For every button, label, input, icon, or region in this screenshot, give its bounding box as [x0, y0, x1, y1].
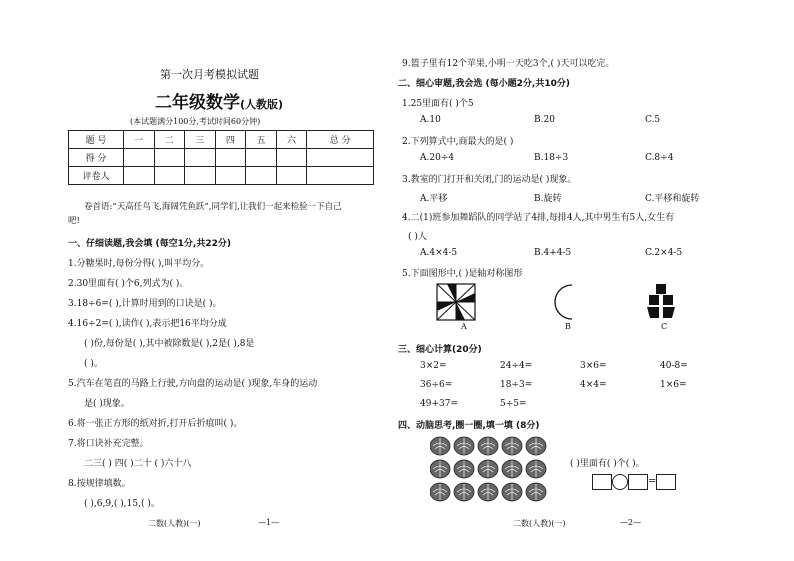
th-6: 六 — [276, 131, 307, 149]
section-2-heading: 二、细心审题,我会选 (每小题2分,共10分) — [398, 79, 570, 89]
th-2: 二 — [154, 131, 185, 149]
q5: 5.汽车在笔直的马路上行驶,方向盘的运动是( )现象,车身的运动 — [68, 379, 318, 389]
mc4-option-b[interactable]: B.4+4-5 — [534, 248, 572, 258]
score-table-header — [69, 131, 374, 149]
leaf-icon — [454, 437, 474, 455]
intro-line-2: 吧! — [68, 216, 80, 226]
mc3-option-c[interactable]: C.平移和旋转 — [645, 194, 700, 204]
exam-subtitle: 第一次月考模拟试题 — [160, 68, 259, 81]
calc-r3-c1: 49+37= — [420, 399, 458, 409]
mc5-question: 5.下面图形中,( )是轴对称图形 — [402, 269, 523, 279]
grader-row — [69, 167, 374, 185]
mc3-option-b[interactable]: B.旋转 — [534, 194, 562, 204]
calc-r2-c3: 4×4= — [580, 380, 607, 390]
mc1-option-b[interactable]: B.20 — [534, 115, 555, 125]
q8-sequence: ( ),6,9,( ),15,( )。 — [84, 499, 160, 509]
mc4-option-c[interactable]: C.2×4-5 — [645, 248, 683, 258]
fill-sentence: ( )里面有( )个( )。 — [570, 459, 645, 469]
footer-left-page: —1— — [258, 518, 280, 527]
answer-box[interactable] — [656, 474, 676, 490]
th-label: 题 号 — [69, 131, 124, 149]
score-table — [68, 130, 374, 185]
leaf-icon — [478, 483, 498, 501]
figure-b-label: B — [565, 322, 571, 331]
mc4-question: 4.二(1)班参加舞蹈队的同学站了4排,每排4人,其中男生有5人,女生有 — [402, 213, 675, 223]
answer-box[interactable] — [592, 474, 612, 490]
leaf-icon — [430, 437, 450, 455]
th-1: 一 — [124, 131, 155, 149]
q4-line-2: ( )份,每份是( ),其中被除数是( ),2是( ),8是 — [84, 339, 255, 349]
block-figure-c[interactable] — [646, 283, 676, 319]
leaf-icon — [502, 483, 522, 501]
leaf-icon — [430, 483, 450, 501]
calc-r2-c2: 18÷3= — [500, 380, 533, 390]
calc-r1-c4: 40-8= — [660, 361, 688, 371]
mc4-option-a[interactable]: A.4×4-5 — [420, 248, 458, 258]
equation-boxes: = — [592, 471, 676, 490]
leaf-icon — [478, 460, 498, 478]
answer-box[interactable] — [628, 474, 648, 490]
th-5: 五 — [246, 131, 277, 149]
calc-r1-c1: 3×2= — [420, 361, 447, 371]
intro-line-1: 卷首语:“天高任鸟飞,海阔凭鱼跃”,同学们,让我们一起来检验一下自己 — [84, 202, 342, 212]
q4-line-3: ( )。 — [84, 359, 103, 369]
q2: 2.30里面有( )个6,列式为( )。 — [68, 279, 189, 289]
q4: 4.16÷2=( ),读作( ),表示把16平均分成 — [68, 319, 227, 329]
q7-blanks: 二三( ) 四( )二十 ( )六十八 — [84, 459, 192, 469]
pinwheel-figure-a[interactable] — [436, 283, 476, 321]
mc2-option-c[interactable]: C.8÷4 — [645, 153, 674, 163]
mc1-question: 1.25里面有( )个5 — [402, 99, 474, 109]
leaf-grid — [430, 436, 550, 504]
q3: 3.18÷6=( ),计算时用到的口诀是( )。 — [68, 299, 222, 309]
q8: 8.按规律填数。 — [68, 479, 131, 489]
row-label-grader: 评卷人 — [69, 167, 124, 185]
section-3-heading: 三、细心计算(20分) — [398, 345, 482, 355]
leaf-icon — [502, 460, 522, 478]
figure-a-label: A — [461, 322, 467, 331]
mc2-option-b[interactable]: B.18÷3 — [534, 153, 569, 163]
mc2-option-a[interactable]: A.20÷4 — [420, 153, 455, 163]
exam-title — [155, 88, 283, 113]
q9: 9.篮子里有12个苹果,小明一天吃3个,( )天可以吃完。 — [402, 59, 615, 69]
leaf-icon — [526, 483, 546, 501]
leaf-icon — [430, 460, 450, 478]
calc-r3-c2: 5÷5= — [500, 399, 527, 409]
calc-r2-c4: 1×6= — [660, 380, 687, 390]
exam-note: (本试题满分100分,考试时间60分钟) — [130, 117, 261, 126]
title-text: 二年级数学 — [155, 93, 240, 113]
th-3: 三 — [185, 131, 216, 149]
section-1-heading: 一、仔细读题,我会填 (每空1分,共22分) — [68, 239, 231, 249]
crescent-moon-figure-b[interactable] — [546, 282, 586, 322]
footer-right-code: 二数(人教)(一) — [513, 519, 566, 528]
row-label-score: 得 分 — [69, 149, 124, 167]
q1: 1.分糖果时,每份分得( ),叫平均分。 — [68, 259, 210, 269]
leaf-icon — [478, 437, 498, 455]
mc3-option-a[interactable]: A.平移 — [420, 194, 448, 204]
leaf-icon — [454, 460, 474, 478]
figure-c-label: C — [661, 322, 668, 331]
calc-r2-c1: 36÷6= — [420, 380, 453, 390]
footer-right-page: —2— — [620, 518, 642, 527]
mc1-option-a[interactable]: A.10 — [420, 115, 441, 125]
score-row — [69, 149, 374, 167]
th-4: 四 — [215, 131, 246, 149]
mc2-question: 2.下列算式中,商最大的是( ) — [402, 137, 514, 147]
mc1-option-c[interactable]: C.5 — [645, 115, 661, 125]
title-suffix: (人教版) — [240, 98, 284, 111]
mc4-question-line-2: ( )人 — [408, 232, 427, 242]
leaf-icon — [526, 460, 546, 478]
q6: 6.将一张正方形的纸对折,打开后折痕叫( )。 — [68, 419, 243, 429]
calc-r1-c3: 3×6= — [580, 361, 607, 371]
leaf-icon — [454, 483, 474, 501]
q7: 7.将口诀补充完整。 — [68, 439, 149, 449]
section-4-heading: 四、动脑思考,圈一圈,填一填 (8分) — [398, 421, 540, 431]
operator-circle[interactable] — [612, 474, 628, 490]
footer-left-code: 二数(人教)(一) — [148, 519, 201, 528]
leaf-icon — [502, 437, 522, 455]
calc-r1-c2: 24÷4= — [500, 361, 533, 371]
q5-line-2: 是( )现象。 — [84, 399, 130, 409]
mc3-question: 3.教室的门打开和关闭,门的运动是( )现象。 — [402, 175, 577, 185]
th-total: 总 分 — [307, 131, 374, 149]
leaf-icon — [526, 437, 546, 455]
